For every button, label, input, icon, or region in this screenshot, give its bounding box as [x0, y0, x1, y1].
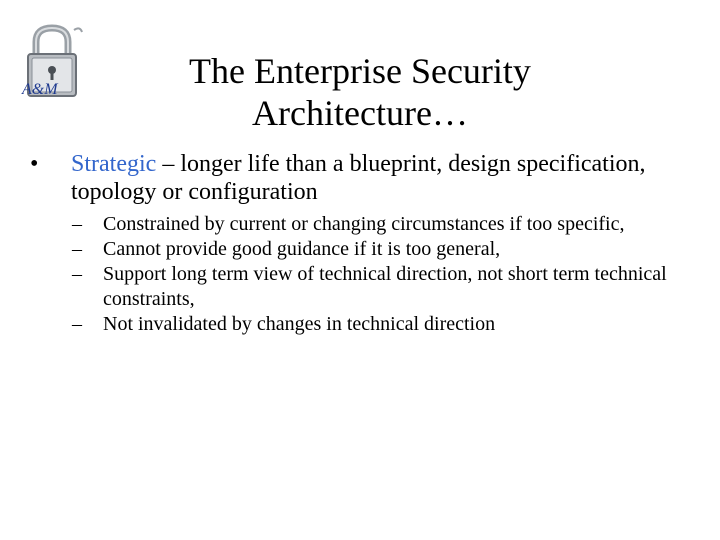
padlock-logo [18, 22, 86, 102]
bullet-marker: • [30, 151, 39, 177]
bullet-term: Strategic [71, 151, 157, 177]
padlock-icon [18, 22, 86, 102]
subbullet-item [30, 237, 700, 262]
bullet-text: – longer life than a blueprint, design specification, topology or configuration [71, 151, 646, 205]
bullet-strategic [30, 150, 700, 206]
subbullet-text: Constrained by current or changing circumstances if too specific, [103, 213, 625, 235]
title-line-1: The Enterprise Security [189, 51, 531, 91]
subbullet-text: Cannot provide good guidance if it is too general, [103, 238, 501, 260]
subbullet-text: Not invalidated by changes in technical direction [103, 313, 496, 335]
subbullet-item [30, 312, 700, 337]
subbullet-item [30, 212, 700, 237]
dash-marker: – [72, 263, 82, 285]
subbullet-text: Support long term view of technical direction, not short term technical constraints, [103, 263, 667, 310]
logo-text: A&M [22, 81, 58, 98]
dash-marker: – [72, 313, 82, 335]
title-line-2: Architecture… [252, 93, 468, 133]
subbullet-list [30, 212, 700, 337]
subbullet-item [30, 262, 700, 312]
dash-marker: – [72, 213, 82, 235]
slide-body [30, 150, 700, 337]
dash-marker: – [72, 238, 82, 260]
slide-title [120, 50, 600, 134]
